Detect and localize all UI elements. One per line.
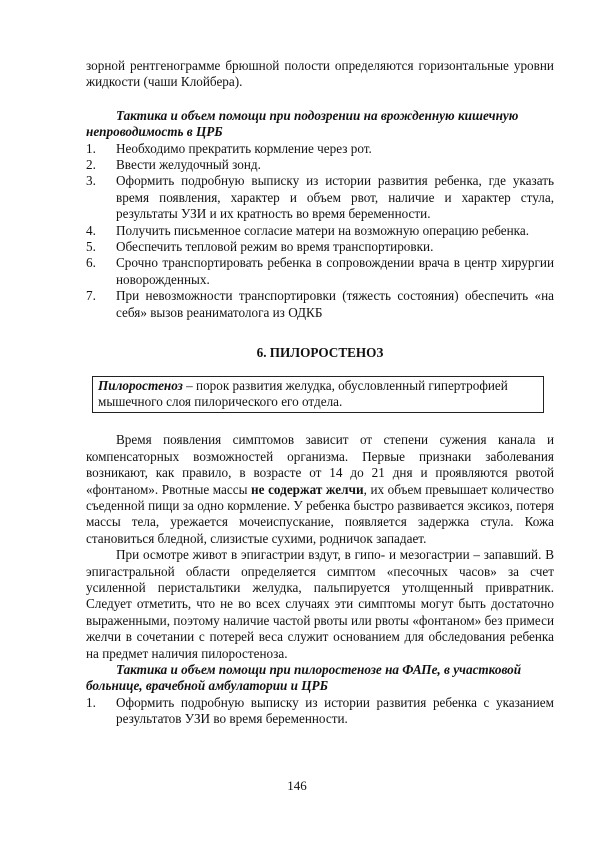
symptoms-paragraph xyxy=(86,432,554,547)
list-item-text: Срочно транспортировать ребенка в сопровождении врача в центр хирургии новорожденных. xyxy=(116,255,554,287)
list-item-text: Обеспечить тепловой режим во время транспортировки. xyxy=(116,239,434,255)
list-item-number: 1. xyxy=(86,694,96,710)
definition-text: – порок развития желудка, обусловленный гипертрофией мышечного слоя пилорического его отдела. xyxy=(98,377,508,409)
list-item-number: 5. xyxy=(86,239,96,255)
list-item xyxy=(86,239,554,255)
list-item-text: Оформить подробную выписку из истории развития ребенка с указанием результатов УЗИ во время беременности. xyxy=(116,694,554,727)
list-item-number: 2. xyxy=(86,157,96,173)
symptoms-text-end: , их объем превышает количество съеденной пищи за одно кормление. У ребенка быстро развивается эксикоз, потеря массы тела, урежается мочеиспускание, появляется задержка стула. Кожа становиться бледной, слизистые сухими, родничок западает. xyxy=(86,481,554,546)
list-item-text: При невозможности транспортировки (тяжесть состояния) обеспечить «на себя» вызов реаниматолога из ОДКБ xyxy=(116,288,554,320)
list-item xyxy=(86,157,554,173)
atresia-steps-list xyxy=(86,141,554,321)
list-item xyxy=(86,173,554,222)
page-number: 146 xyxy=(287,778,307,793)
definition-term: Пилоростеноз xyxy=(98,377,183,393)
list-item-number: 7. xyxy=(86,288,96,304)
symptoms-text-start: Время появления симптомов зависит от степени сужения канала и компенсаторных возможностей организма. Первые признаки заболевания возникают, как правило, в возрасте от 14 до 21 дня и проявляются рвотой «фонтаном». Рвотные массы xyxy=(86,432,554,497)
definition-box xyxy=(92,376,544,414)
list-item xyxy=(86,255,554,288)
list-item-number: 1. xyxy=(86,140,96,156)
list-item xyxy=(86,288,554,321)
examination-paragraph: При осмотре живот в эпигастрии вздут, в гипо- и мезогастрии – запавший. В эпигастральной области определяется симптом «песочных часов» за счет усиленной перистальтики желудка, пальпируется утолщенный привратник. Следует отметить, что не во всех случаях эти симптомы могут быть достаточно выраженными, поэтому наличие частой рвоты или рвоты «фонтаном» без примеси желчи в сочетании с потерей веса служит основанием для обследования ребенка на предмет наличия пилоростеноза. xyxy=(86,547,554,661)
list-item-text: Ввести желудочный зонд. xyxy=(116,157,261,173)
list-item-number: 3. xyxy=(86,173,96,189)
chapter-title: 6. ПИЛОРОСТЕНОЗ xyxy=(256,345,384,361)
list-item xyxy=(86,223,554,239)
list-item-number: 4. xyxy=(86,222,96,238)
symptoms-bold-text: не содержат желчи xyxy=(251,481,364,497)
list-item xyxy=(86,695,554,728)
list-item-number: 6. xyxy=(86,255,96,271)
atresia-section-heading: Тактика и объем помощи при подозрении на врожденную кишечную непроводимость в ЦРБ xyxy=(86,107,519,140)
pyloric-steps-list xyxy=(86,695,554,728)
document-page xyxy=(86,58,554,728)
pyloric-section-heading: Тактика и объем помощи при пилоростенозе на ФАПе, в участковой больнице, врачебной амбулатории и ЦРБ xyxy=(86,662,522,694)
intro-paragraph: зорной рентгенограмме брюшной полости определяются горизонтальные уровни жидкости (чаши Клойбера). xyxy=(86,58,554,90)
list-item-text: Получить письменное согласие матери на возможную операцию ребенка. xyxy=(116,222,530,238)
list-item-text: Оформить подробную выписку из истории развития ребенка, где указать время появления, характер и объем рвот, наличие и характер стула, результаты УЗИ и их кратность во время беременности. xyxy=(116,173,554,222)
list-item-text: Необходимо прекратить кормление через рот. xyxy=(116,140,372,156)
list-item xyxy=(86,141,554,157)
